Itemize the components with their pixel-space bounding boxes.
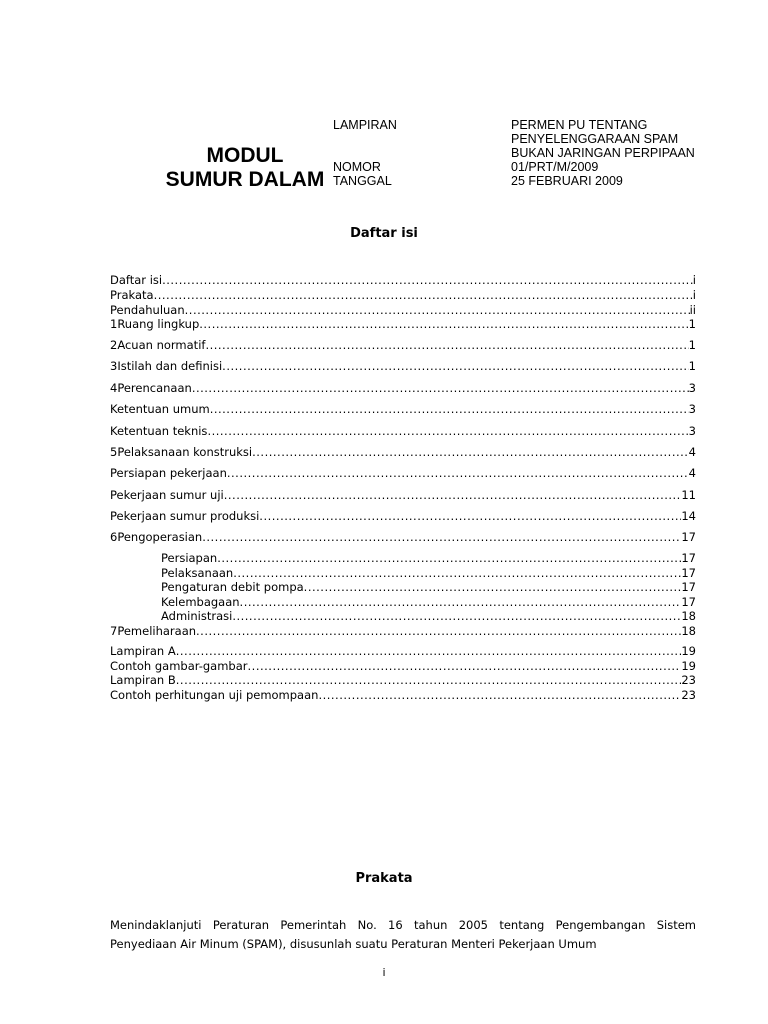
title-line-1: MODUL	[206, 144, 284, 167]
toc-entry[interactable]	[110, 644, 696, 658]
toc-leader	[217, 551, 681, 565]
toc-leader	[192, 381, 689, 395]
toc-leader	[210, 402, 689, 416]
toc-leader	[252, 445, 689, 459]
toc-entry-page: i	[692, 273, 696, 287]
toc-entry-text: 2Acuan normatif	[110, 338, 206, 352]
toc-entry[interactable]	[110, 359, 696, 373]
toc-leader	[259, 509, 681, 523]
prakata-heading: Prakata	[355, 871, 413, 886]
toc-leader	[240, 595, 682, 609]
toc-entry-text: Ketentuan teknis	[110, 424, 208, 438]
toc-entry-page: 17	[681, 530, 696, 544]
toc-entry[interactable]	[110, 338, 696, 352]
toc-entry[interactable]	[110, 273, 696, 287]
toc-entry-page: 14	[681, 509, 696, 523]
toc-entry[interactable]	[161, 580, 696, 594]
toc-entry[interactable]	[110, 488, 696, 502]
toc-entry[interactable]	[110, 424, 696, 438]
toc-entry[interactable]	[110, 530, 696, 544]
toc-entry-page: 1	[688, 317, 696, 331]
toc-entry[interactable]	[161, 595, 696, 609]
toc-entry[interactable]	[110, 445, 696, 459]
toc-entry-text: 6Pengoperasian	[110, 530, 203, 544]
toc-leader	[199, 317, 688, 331]
toc-entry-text: Lampiran B	[110, 673, 176, 687]
toc-entry-page: i	[692, 288, 696, 302]
toc-leader	[222, 359, 689, 373]
toc-entry-page: 1	[688, 359, 696, 373]
toc-entry[interactable]	[110, 509, 696, 523]
toc-entry-page: 19	[681, 644, 696, 658]
prakata-paragraph: Menindaklanjuti Peraturan Pemerintah No. 16 tahun 2005 tentang Pengembangan Sistem Penyediaan Air Minum (SPAM), disusunlah suatu Peraturan Menteri Pekerjaan Umum	[110, 918, 696, 951]
toc-entry-text: 1Ruang lingkup	[110, 317, 200, 331]
toc-entry-text: Administrasi	[161, 609, 233, 623]
toc-leader	[196, 624, 681, 638]
toc-leader	[227, 466, 689, 480]
toc-entry[interactable]	[110, 317, 696, 331]
toc-entry-text: 3Istilah dan definisi	[110, 359, 223, 373]
toc-leader	[176, 673, 682, 687]
toc-entry-page: 11	[681, 488, 696, 502]
toc-entry-text: Pekerjaan sumur uji	[110, 488, 224, 502]
permen-line-1: PERMEN PU TENTANG	[511, 118, 648, 132]
toc-leader	[185, 303, 690, 317]
toc-leader	[154, 288, 693, 302]
toc-entry[interactable]	[110, 381, 696, 395]
toc-entry-page: 3	[688, 402, 696, 416]
toc-entry-text: 7Pemeliharaan	[110, 624, 197, 638]
toc-leader	[207, 424, 688, 438]
toc-entry-page: 4	[688, 445, 696, 459]
toc-entry[interactable]	[110, 673, 696, 687]
toc-entry[interactable]	[161, 609, 696, 623]
toc-entry-page: 17	[681, 566, 696, 580]
toc-entry-text: Persiapan	[161, 551, 218, 565]
toc-entry-page: 19	[681, 659, 696, 673]
toc-entry-page: 18	[681, 624, 696, 638]
permen-line-3: BUKAN JARINGAN PERPIPAAN	[511, 146, 695, 160]
toc-entry-page: 3	[688, 381, 696, 395]
nomor-label: NOMOR	[333, 160, 381, 174]
lampiran-label: LAMPIRAN	[333, 118, 397, 132]
nomor-value: 01/PRT/M/2009	[511, 160, 599, 174]
toc-entry-text: Ketentuan umum	[110, 402, 210, 416]
toc-leader	[232, 609, 681, 623]
toc-entry[interactable]	[161, 551, 696, 565]
toc-entry-text: Kelembagaan	[161, 595, 240, 609]
toc-entry-page: 1	[688, 338, 696, 352]
toc-entry-text: Contoh gambar-gambar	[110, 659, 248, 673]
toc-entry-page: 18	[681, 609, 696, 623]
toc-entry-page: 3	[688, 424, 696, 438]
tanggal-label: TANGGAL	[333, 174, 392, 188]
toc-entry[interactable]	[110, 288, 696, 302]
toc-heading: Daftar isi	[350, 226, 418, 241]
toc-entry[interactable]	[110, 303, 696, 317]
toc-leader	[202, 530, 681, 544]
permen-line-2: PENYELENGGARAAN SPAM	[511, 132, 679, 146]
toc-entry-page: 23	[681, 673, 696, 687]
toc-leader	[205, 338, 688, 352]
toc-entry-text: 4Perencanaan	[110, 381, 192, 395]
toc-entry-text: Pelaksanaan	[161, 566, 234, 580]
toc-entry-page: ii	[689, 303, 696, 317]
toc-entry-page: 17	[681, 580, 696, 594]
title-line-2: SUMUR DALAM	[165, 168, 325, 191]
toc-leader	[318, 688, 681, 702]
toc-entry-text: Persiapan pekerjaan	[110, 466, 227, 480]
toc-entry-page: 17	[681, 551, 696, 565]
toc-entry-text: Pengaturan debit pompa	[161, 580, 304, 594]
toc-entry[interactable]	[110, 624, 696, 638]
toc-leader	[233, 566, 681, 580]
toc-entry-text: Contoh perhitungan uji pemompaan	[110, 688, 319, 702]
toc-leader	[224, 488, 682, 502]
toc-entry-page: 23	[681, 688, 696, 702]
toc-leader	[162, 273, 693, 287]
page-number: i	[382, 966, 386, 979]
toc-leader	[304, 580, 682, 594]
document-title	[150, 144, 340, 192]
toc-entry[interactable]	[161, 566, 696, 580]
toc-leader	[176, 644, 682, 658]
toc-entry-page: 17	[681, 595, 696, 609]
toc-entry-text: Pekerjaan sumur produksi	[110, 509, 260, 523]
tanggal-value: 25 FEBRUARI 2009	[511, 174, 623, 188]
toc-entry[interactable]	[110, 466, 696, 480]
toc-entry-text: Daftar isi	[110, 273, 163, 287]
toc-entry-text: 5Pelaksanaan konstruksi	[110, 445, 253, 459]
toc-entry-text: Lampiran A	[110, 644, 176, 658]
toc-entry[interactable]	[110, 688, 696, 702]
toc-entry-text: Prakata	[110, 288, 154, 302]
toc-entry[interactable]	[110, 402, 696, 416]
toc-entry[interactable]	[110, 659, 696, 673]
toc-leader	[248, 659, 682, 673]
toc-entry-page: 4	[688, 466, 696, 480]
toc-entry-text: Pendahuluan	[110, 303, 185, 317]
